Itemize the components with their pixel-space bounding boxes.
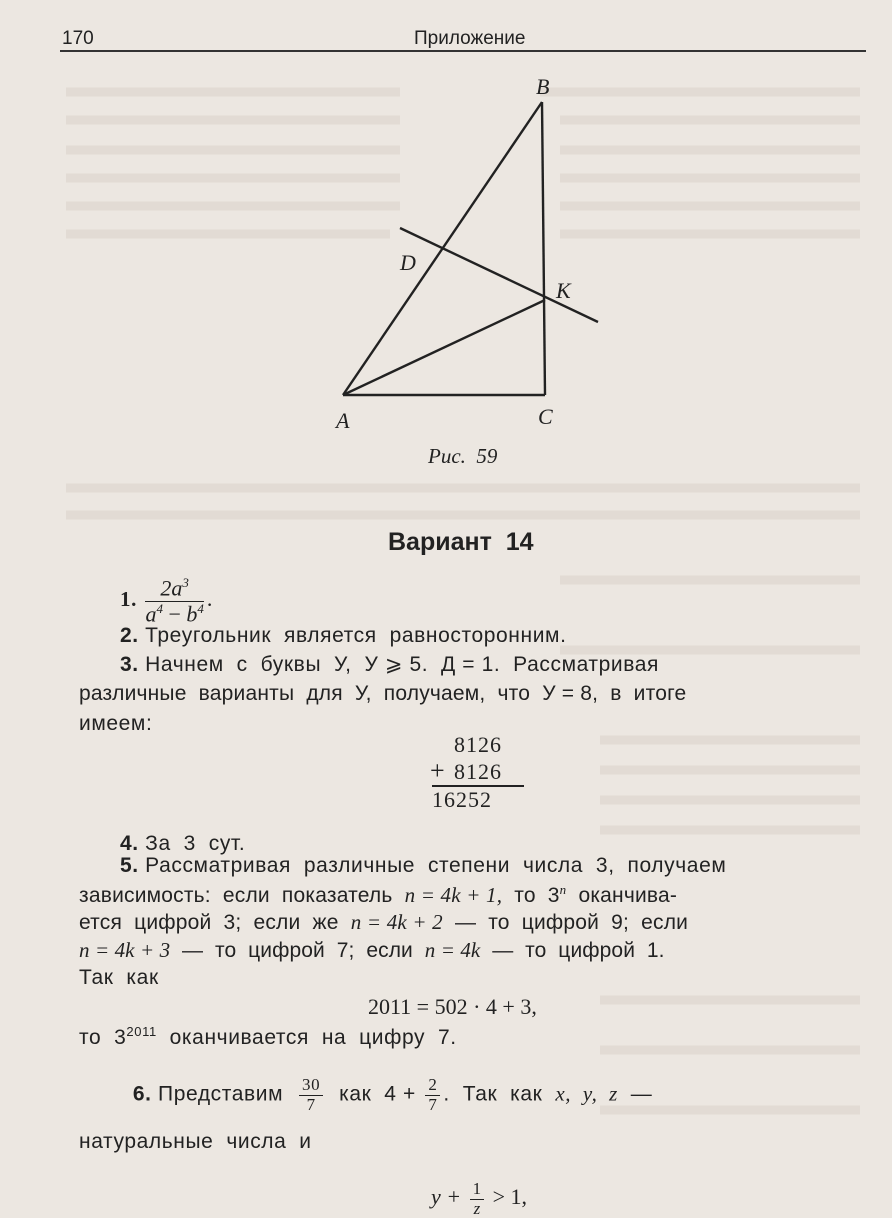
- plus-sign: +: [430, 756, 446, 785]
- point-label-c: C: [538, 404, 553, 429]
- addend-2: 8126: [454, 759, 502, 784]
- answer-1-fraction: $\frac{2a^3}{a^4 - b^4}$: [145, 575, 204, 626]
- variant-heading: Вариант 14: [388, 528, 534, 556]
- answer-3-line-2: различные варианты для У, получаем, что У = 8, в итоге: [79, 682, 687, 705]
- perpendicular-dk: [400, 228, 598, 322]
- addition-column: [430, 732, 524, 813]
- answer-5-equation: 2011 = 502 · 4 + 3,: [368, 994, 537, 1019]
- answer-5-line-2: зависимость: если показатель n = 4k + 1, то 3$^n$ оканчива-: [79, 882, 678, 907]
- answer-6-line-2: натуральные числа и: [79, 1130, 312, 1153]
- sum: 16252: [432, 785, 524, 813]
- answer-5-line-7: то $3^{2011}$ оканчивается на цифру 7.: [79, 1024, 457, 1049]
- page-number: 170: [62, 28, 94, 49]
- answer-5-line-1: 5. Рассматривая различные степени числа 3, получаем: [120, 854, 727, 877]
- fraction-30-7: $\frac{30}{7}$: [299, 1076, 323, 1114]
- running-header: Приложение: [414, 28, 526, 49]
- point-label-d: D: [400, 250, 416, 275]
- point-label-k: K: [556, 278, 571, 303]
- point-label-b: B: [536, 74, 550, 99]
- side-bc: [542, 102, 545, 395]
- figure-59: [0, 0, 892, 480]
- answer-6-inequality: y + $\frac{1}{z}$ > 1,: [431, 1179, 528, 1218]
- answer-3-line-1: 3. Начнем с буквы У, У ⩾ 5. Д = 1. Рассматривая: [120, 653, 660, 676]
- answer-5-line-4: n = 4k + 3 — то цифрой 7; если n = 4k — то цифрой 1.: [79, 938, 665, 962]
- addend-1: 8126: [454, 732, 502, 757]
- answer-1-number: 1.: [120, 587, 137, 612]
- answer-3-line-3: имеем:: [79, 712, 153, 735]
- point-label-a: A: [336, 408, 350, 433]
- answer-4: 4. За 3 сут.: [120, 832, 246, 855]
- answer-5-line-5: Так как: [79, 966, 159, 989]
- segment-ak: [343, 300, 545, 395]
- answer-1: 1. $\frac{2a^3}{a^4 - b^4}$ .: [120, 575, 213, 626]
- answer-2: 2. Треугольник является равносторонним.: [120, 624, 567, 647]
- fraction-2-7: $\frac{2}{7}$: [425, 1076, 440, 1114]
- figure-caption: Рис. 59: [428, 444, 498, 468]
- answer-5-line-3: ется цифрой 3; если же n = 4k + 2 — то цифрой 9; если: [79, 910, 689, 934]
- answer-6-line-1: 6. Представим $\frac{30}{7}$ как 4 + $\frac{2}{7}$ . Так как x, y, z —: [132, 1075, 653, 1114]
